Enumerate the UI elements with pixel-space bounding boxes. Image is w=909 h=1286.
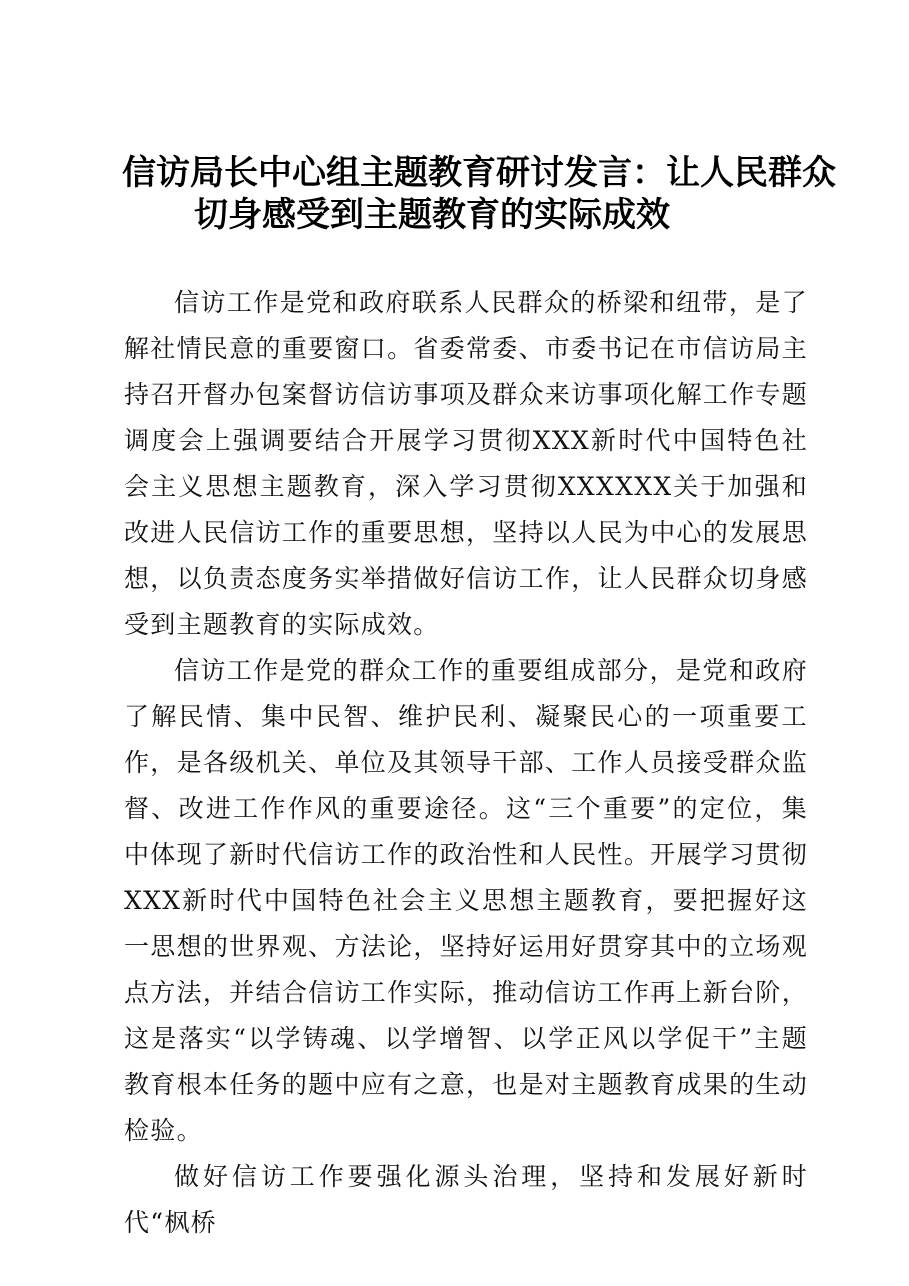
paragraph-3: 做好信访工作要强化源头治理，坚持和发展好新时代“枫桥	[124, 1162, 808, 1237]
paragraph-1: 信访工作是党和政府联系人民群众的桥梁和纽带，是了解社情民意的重要窗口。省委常委、市委书记在市信访局主持召开督办包案督访信访事项及群众来访事项化解工作专题调度会上强调要结合开展学习贯彻XXX新时代中国特色社会主义思想主题教育，深入学习贯彻XXXXXX关于加强和改进人民信访工作的重要思想，坚持以人民为中心的发展思想，以负责态度务实举措做好信访工作，让人民群众切身感受到主题教育的实际成效。	[124, 288, 808, 639]
document-body	[124, 280, 808, 1246]
paragraph-2: 信访工作是党的群众工作的重要组成部分，是党和政府了解民情、集中民智、维护民利、凝聚民心的一项重要工作，是各级机关、单位及其领导干部、工作人员接受群众监督、改进工作作风的重要途径。这“三个重要”的定位，集中体现了新时代信访工作的政治性和人民性。开展学习贯彻XXX新时代中国特色社会主义思想主题教育，要把握好这一思想的世界观、方法论，坚持好运用好贯穿其中的立场观点方法，并结合信访工作实际，推动信访工作再上新台阶，这是落实“以学铸魂、以学增智、以学正风以学促干”主题教育根本任务的题中应有之意，也是对主题教育成果的生动检验。	[124, 656, 808, 1145]
title-line-1: 信访局长中心组主题教育研讨发言：让人民群众	[122, 153, 836, 193]
document-title	[122, 152, 842, 236]
title-line-2: 切身感受到主题教育的实际成效	[194, 195, 670, 235]
